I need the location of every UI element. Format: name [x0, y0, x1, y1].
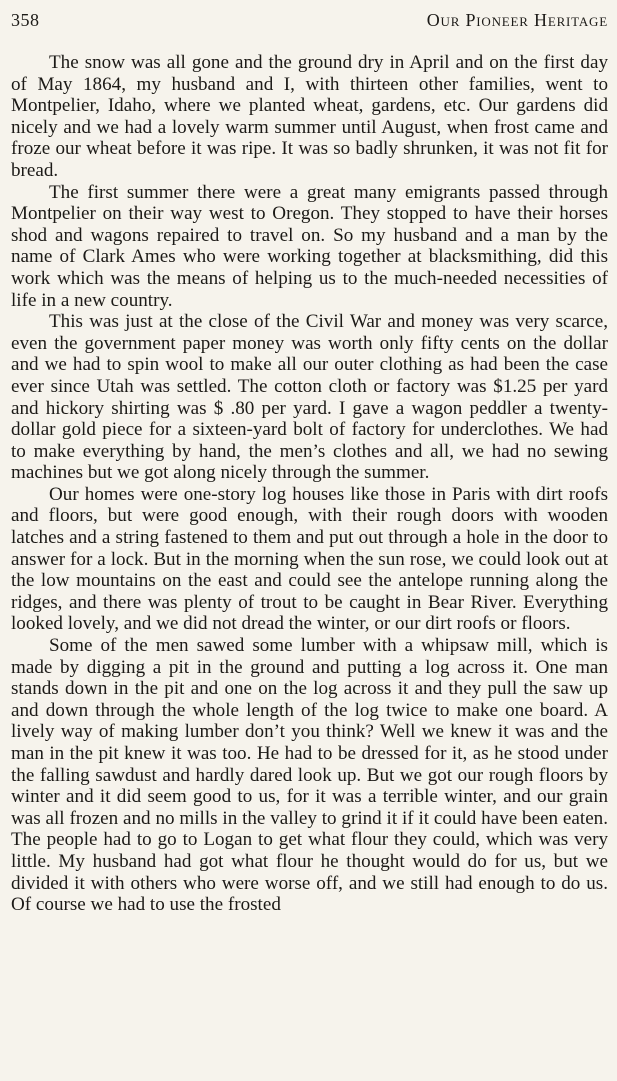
running-head: Our Pioneer Heritage: [426, 10, 608, 30]
paragraph: The snow was all gone and the ground dry in April and on the first day of May 1864, my husband and I, with thirteen other families, went to Montpelier, Idaho, where we planted wheat, gardens, etc. Our gardens did nicely and we had a lovely warm summer until August, when frost came and froze our wheat before it was ripe. It was so badly shrunken, it was not fit for bread.: [11, 52, 608, 181]
paragraph: This was just at the close of the Civil War and money was very scarce, even the government paper money was worth only fifty cents on the dollar and we had to spin wool to make all our outer clothing as had been the case ever since Utah was settled. The cotton cloth or factory was $1.25 per yard and hickory shirting was $ .80 per yard. I gave a wagon peddler a twenty-dollar gold piece for a sixteen-yard bolt of factory for underclothes. We had to make everything by hand, the men’s clothes and all, we had no sewing machines but we got along nicely through the summer.: [11, 311, 608, 484]
body-text: [11, 52, 608, 916]
page-header: [11, 10, 608, 40]
page-number: 358: [11, 10, 40, 30]
paragraph: The first summer there were a great many emigrants passed through Montpelier on their way west to Oregon. They stopped to have their horses shod and wagons repaired to travel on. So my husband and a man by the name of Clark Ames who were working together at blacksmithing, did this work which was the means of helping us to the much-needed necessities of life in a new country.: [11, 181, 608, 311]
paragraph: Some of the men sawed some lumber with a whipsaw mill, which is made by digging a pit in the ground and putting a log across it. One man stands down in the pit and one on the log across it and they pull the saw up and down through the whole length of the log twice to make one board. A lively way of making lumber don’t you think? Well we knew it was and the man in the pit knew it was too. He had to be dressed for it, as he stood under the falling sawdust and hardly dared look up. But we got our rough floors by winter and it did seem good to us, for it was a terrible winter, and our grain was all frozen and no mills in the valley to grind it if it could have been eaten. The people had to go to Logan to get what flour they could, which was very little. My husband had got what flour he thought would do for us, but we divided it with others who were worse off, and we still had enough to do us. Of course we had to use the frosted: [11, 635, 608, 916]
paragraph: Our homes were one-story log houses like those in Paris with dirt roofs and floors, but were good enough, with their rough doors with wooden latches and a string fastened to them and put out through a hole in the door to answer for a lock. But in the morning when the sun rose, we could look out at the low mountains on the east and could see the antelope running along the ridges, and there was plenty of trout to be caught in Bear River. Everything looked lovely, and we did not dread the winter, or our dirt roofs or floors.: [11, 483, 608, 635]
